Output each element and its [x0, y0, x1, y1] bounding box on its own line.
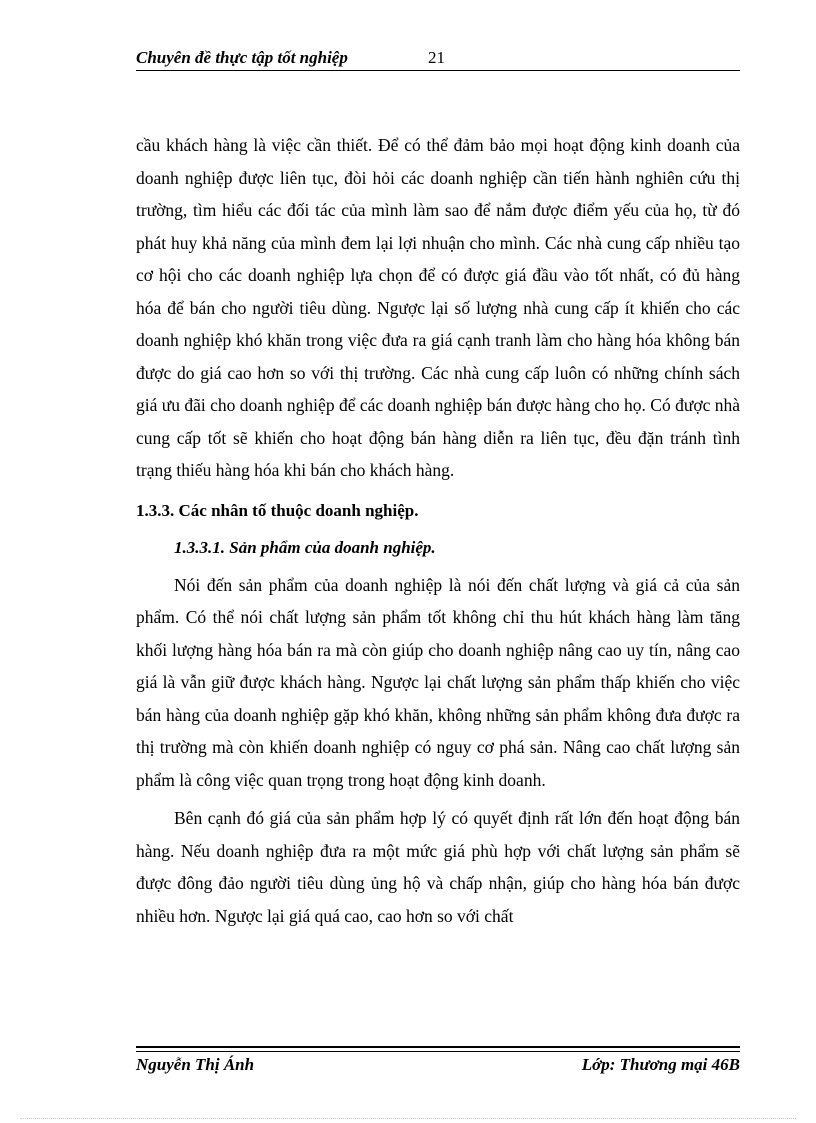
page-boundary — [20, 1118, 796, 1119]
paragraph-product-quality: Nói đến sản phẩm của doanh nghiệp là nói đến chất lượng và giá cả của sản phẩm. Có thể nói chất lượng sản phẩm tốt không chỉ thu hút khách hàng làm tăng khối lượng hàng hóa bán ra mà còn giúp cho doanh nghiệp nâng cao uy tín, nâng cao giá là vẫn giữ được khách hàng. Ngược lại chất lượng sản phẩm thấp khiến cho việc bán hàng của doanh nghiệp gặp khó khăn, không những sản phẩm không đưa được ra thị trường mà còn khiến doanh nghiệp có nguy cơ phá sản. Nâng cao chất lượng sản phẩm là công việc quan trọng trong hoạt động kinh doanh. — [136, 574, 740, 790]
page-header — [136, 46, 740, 71]
subsection-heading: 1.3.3.1. Sản phẩm của doanh nghiệp. — [174, 537, 436, 557]
page-number: 21 — [428, 48, 445, 67]
paragraph-suppliers: cầu khách hàng là việc cần thiết. Để có thể đảm bảo mọi hoạt động kinh doanh của doanh nghiệp được liên tục, đòi hỏi các doanh nghiệp cần tiến hành nghiên cứu thị trường, tìm hiểu các đối tác của mình làm sao để nắm được điểm yếu của họ, từ đó phát huy khả năng của mình đem lại lợi nhuận cho mình. Các nhà cung cấp nhiều tạo cơ hội cho các doanh nghiệp lựa chọn để có được giá đầu vào tốt nhất, có đủ hàng hóa để bán cho người tiêu dùng. Ngược lại số lượng nhà cung cấp ít khiến cho các doanh nghiệp khó khăn trong việc đưa ra giá cạnh tranh làm cho hàng hóa không bán được do giá cao hơn so với thị trường. Các nhà cung cấp luôn có những chính sách giá ưu đãi cho doanh nghiệp để các doanh nghiệp bán được hàng cho họ. Có được nhà cung cấp tốt sẽ khiến cho hoạt động bán hàng diễn ra liên tục, đều đặn tránh tình trạng thiếu hàng hóa khi bán cho khách hàng. — [136, 135, 740, 480]
header-title: Chuyên đề thực tập tốt nghiệp — [136, 48, 348, 67]
footer-rule-thin — [136, 1051, 740, 1052]
footer-class: Lớp: Thương mại 46B — [581, 1055, 740, 1074]
document-body — [136, 129, 740, 938]
footer-rule-thick — [136, 1046, 740, 1048]
footer-author: Nguyễn Thị Ánh — [136, 1055, 255, 1074]
paragraph-product-price: Bên cạnh đó giá của sản phẩm hợp lý có quyết định rất lớn đến hoạt động bán hàng. Nếu doanh nghiệp đưa ra một mức giá phù hợp với chất lượng sản phẩm sẽ được đông đảo người tiêu dùng ủng hộ và chấp nhận, giúp cho hàng hóa bán được nhiều hơn. Ngược lại giá quá cao, cao hơn so với chất — [136, 808, 740, 926]
section-heading: 1.3.3. Các nhân tố thuộc doanh nghiệp. — [136, 500, 419, 520]
